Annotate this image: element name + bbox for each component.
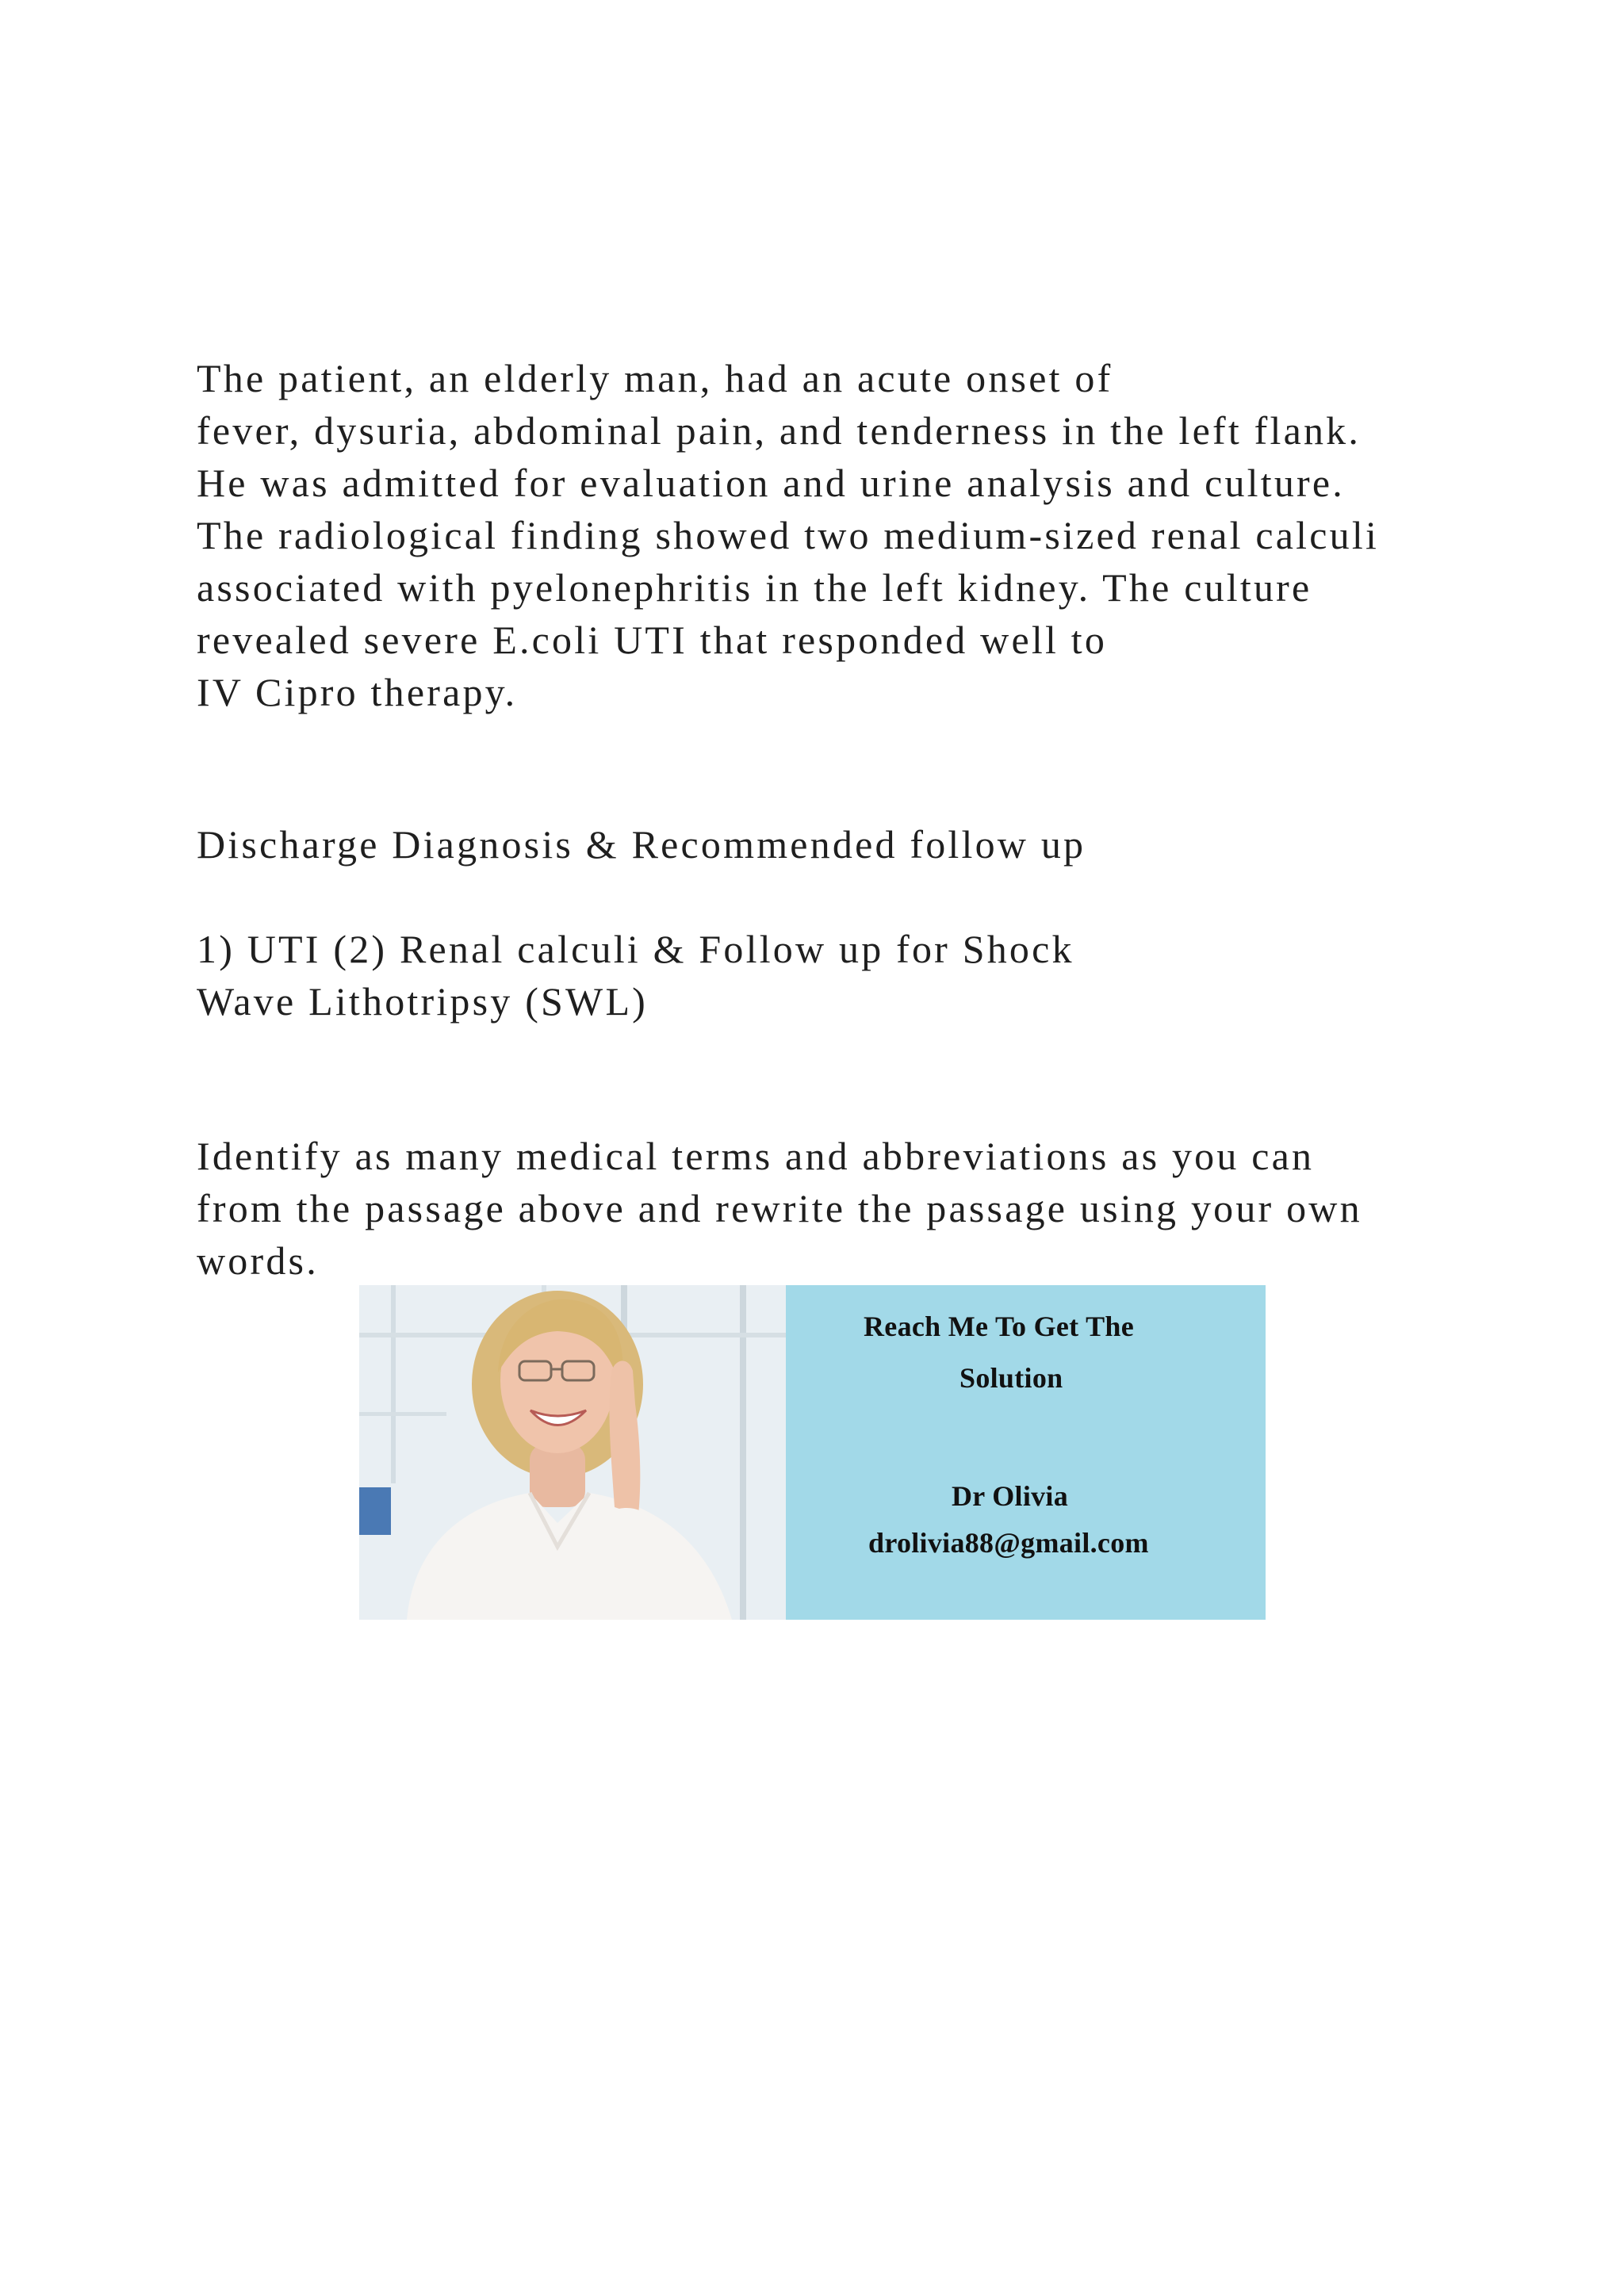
woman-photo-illustration xyxy=(359,1285,786,1620)
assignment-instructions xyxy=(197,1130,1362,1287)
contact-panel xyxy=(786,1285,1266,1620)
paragraph-line: fever, dysuria, abdominal pain, and tenderness in the left flank. xyxy=(197,408,1362,453)
paragraph-line: He was admitted for evaluation and urine analysis and culture. xyxy=(197,461,1345,505)
paragraph-line: Discharge Diagnosis & Recommended follow up xyxy=(197,822,1086,867)
paragraph-line: Identify as many medical terms and abbreviations as you can xyxy=(197,1134,1315,1178)
diagnosis-list xyxy=(197,923,1074,1027)
contact-email: drolivia88@gmail.com xyxy=(868,1527,1149,1559)
paragraph-line: The patient, an elderly man, had an acute onset of xyxy=(197,356,1113,400)
paragraph-line: from the passage above and rewrite the passage using your own xyxy=(197,1186,1362,1230)
paragraph-line: Wave Lithotripsy (SWL) xyxy=(197,979,649,1024)
paragraph-line: 1) UTI (2) Renal calculi & Follow up for Shock xyxy=(197,927,1074,971)
paragraph-line: IV Cipro therapy. xyxy=(197,670,518,714)
case-description-paragraph xyxy=(197,352,1379,718)
contact-banner xyxy=(359,1285,1266,1620)
cta-heading-line-1: Reach Me To Get The xyxy=(864,1311,1135,1342)
paragraph-line: revealed severe E.coli UTI that responded well to xyxy=(197,618,1108,662)
cta-heading-line-2: Solution xyxy=(959,1362,1063,1394)
paragraph-line: words. xyxy=(197,1238,319,1283)
woman-photo xyxy=(359,1285,786,1620)
paragraph-line: The radiological finding showed two medium-sized renal calculi xyxy=(197,513,1380,557)
discharge-heading xyxy=(197,818,1086,871)
paragraph-line: associated with pyelonephritis in the left kidney. The culture xyxy=(197,565,1312,610)
contact-name: Dr Olivia xyxy=(952,1480,1069,1512)
